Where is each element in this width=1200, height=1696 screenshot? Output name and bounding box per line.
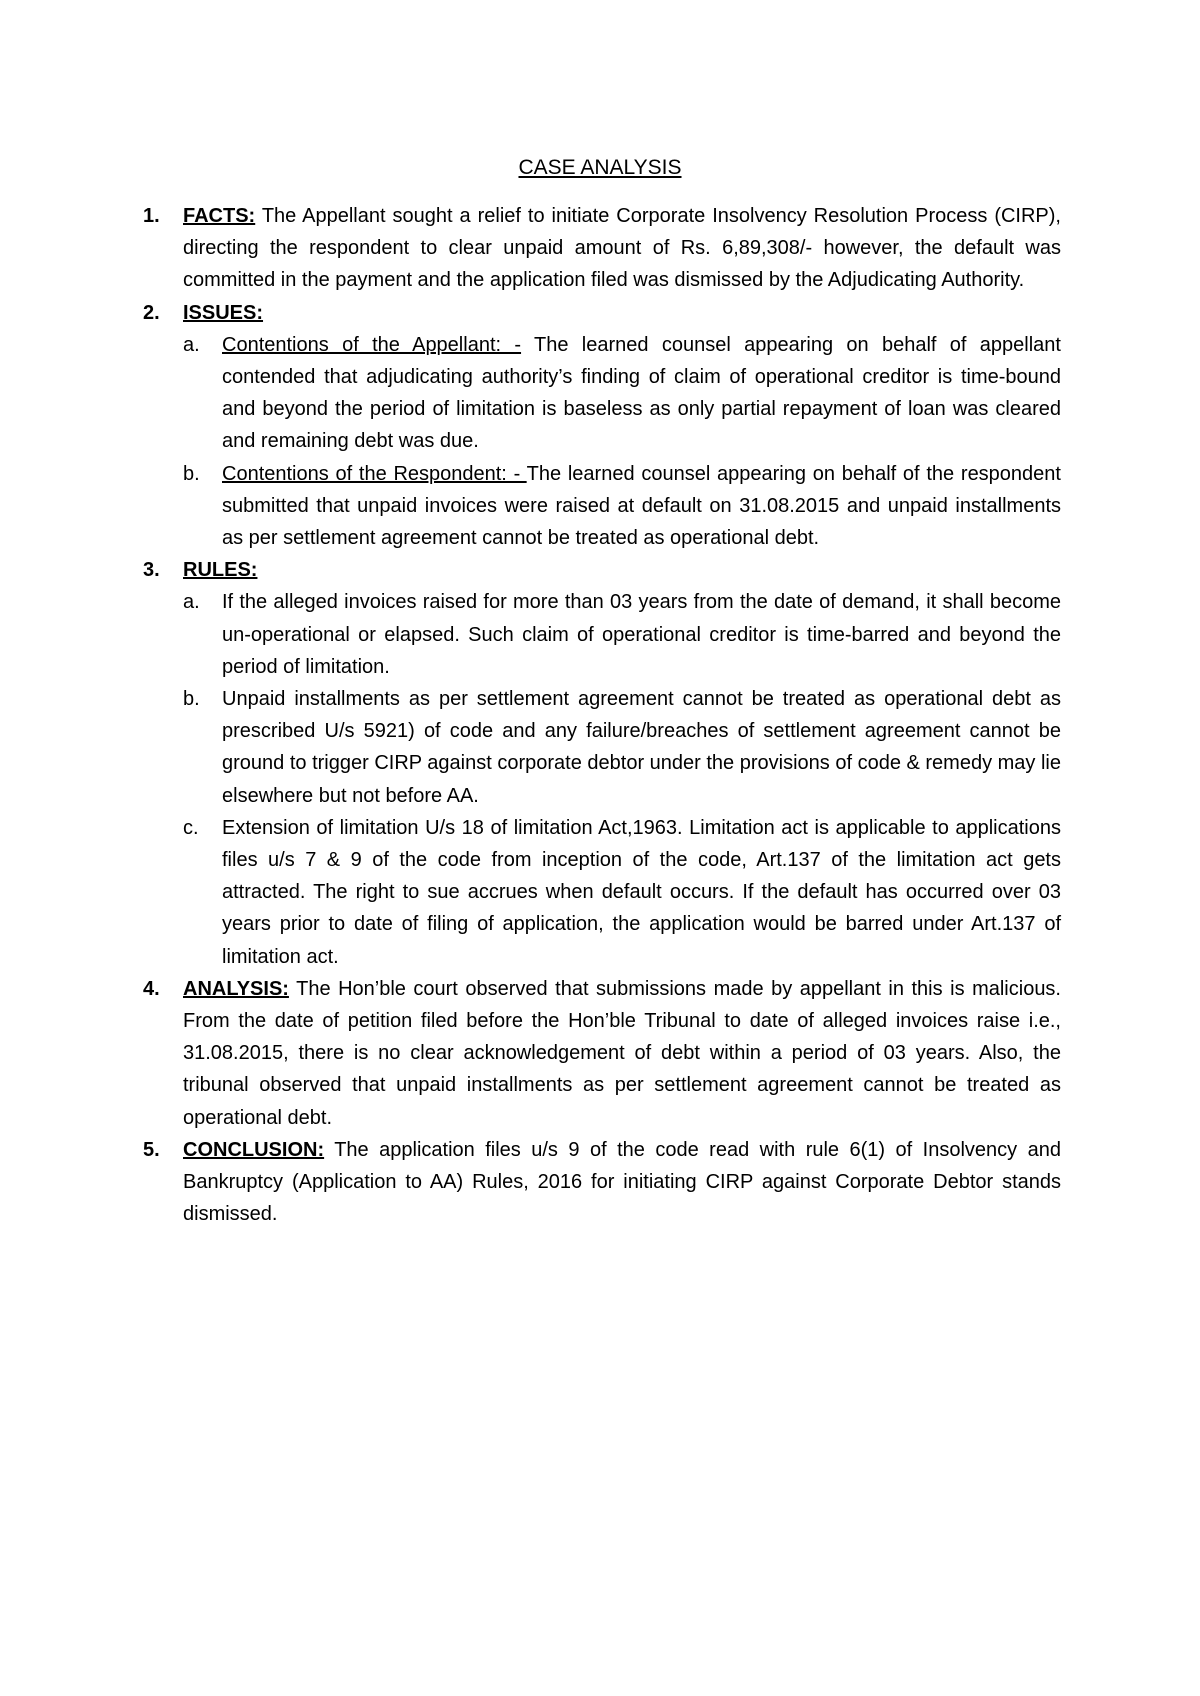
section-text: The application files u/s 9 of the code read with rule 6(1) of Insolvency and Bankruptcy (Application to AA) Rules, 2016 for initiating CIRP against Corporate Debtor stands dismissed.	[183, 1138, 1061, 1226]
section-number: 4.	[143, 977, 160, 1000]
item-letter: b.	[183, 462, 200, 485]
section-heading: RULES:	[183, 559, 258, 582]
item-text: The learned counsel appearing on behalf of appellant contended that adjudicating authority’s finding of claim of operational creditor is time-bound and beyond the period of limitation is baseless as only partial repayment of loan was cleared and remaining debt was due.	[222, 333, 1061, 453]
section-heading: FACTS:	[183, 205, 256, 227]
section-issues	[143, 297, 1061, 555]
item-letter: a.	[183, 333, 200, 356]
document-body	[143, 200, 1061, 1231]
section-rules	[143, 554, 1061, 973]
section-analysis	[143, 973, 1061, 1134]
section-number: 2.	[143, 301, 160, 324]
rule-item-a	[183, 586, 1061, 683]
section-heading: CONCLUSION:	[183, 1138, 325, 1161]
section-number: 3.	[143, 559, 160, 582]
item-letter: b.	[183, 688, 200, 711]
section-heading: ISSUES:	[183, 301, 264, 324]
item-letter: a.	[183, 591, 200, 614]
section-facts	[143, 200, 1061, 297]
document-title-text: CASE ANALYSIS	[518, 156, 682, 179]
item-label: Contentions of the Appellant: -	[222, 333, 522, 356]
section-text: The Appellant sought a relief to initiate Corporate Insolvency Resolution Process (CIRP), directing the respondent to clear unpaid amount of Rs. 6,89,308/- however, the default was committed in the payment and the application filed was dismissed by the Adjudicating Authority.	[183, 205, 1061, 292]
section-heading: ANALYSIS:	[183, 977, 289, 1000]
item-text: If the alleged invoices raised for more than 03 years from the date of demand, it shall become un-operational or elapsed. Such claim of operational creditor is time-barred and beyond the period of limitation.	[222, 591, 1061, 678]
item-label: Contentions of the Respondent: -	[222, 462, 527, 485]
section-text: The Hon’ble court observed that submissions made by appellant in this is malicious. From the date of petition filed before the Hon’ble Tribunal to date of alleged invoices raise i.e., 31.08.2015, there is no clear acknowledgement of debt within a period of 03 years. Also, the tribunal observed that unpaid installments as per settlement agreement cannot be treated as operational debt.	[183, 977, 1061, 1129]
section-number: 5.	[143, 1138, 160, 1161]
issue-item-appellant	[183, 329, 1061, 458]
document-title	[0, 152, 1200, 184]
item-letter: c.	[183, 816, 199, 839]
item-text: Extension of limitation U/s 18 of limitation Act,1963. Limitation act is applicable to applications files u/s 7 & 9 of the code from inception of the code, Art.137 of the limitation act gets attracted. The right to sue accrues when default occurs. If the default has occurred over 03 years prior to date of filing of application, the application would be barred under Art.137 of limitation act.	[222, 816, 1061, 968]
section-conclusion	[143, 1134, 1061, 1231]
item-text: The learned counsel appearing on behalf of the respondent submitted that unpaid invoices were raised at default on 31.08.2015 and unpaid installments as per settlement agreement cannot be treated as operational debt.	[222, 462, 1061, 550]
rule-item-c	[183, 812, 1061, 973]
rule-item-b	[183, 683, 1061, 812]
issue-item-respondent	[183, 458, 1061, 555]
item-text: Unpaid installments as per settlement agreement cannot be treated as operational debt as prescribed U/s 5921) of code and any failure/breaches of settlement agreement cannot be ground to trigger CIRP against corporate debtor under the provisions of code & remedy may lie elsewhere but not before AA.	[222, 688, 1061, 807]
section-number: 1.	[143, 205, 160, 227]
